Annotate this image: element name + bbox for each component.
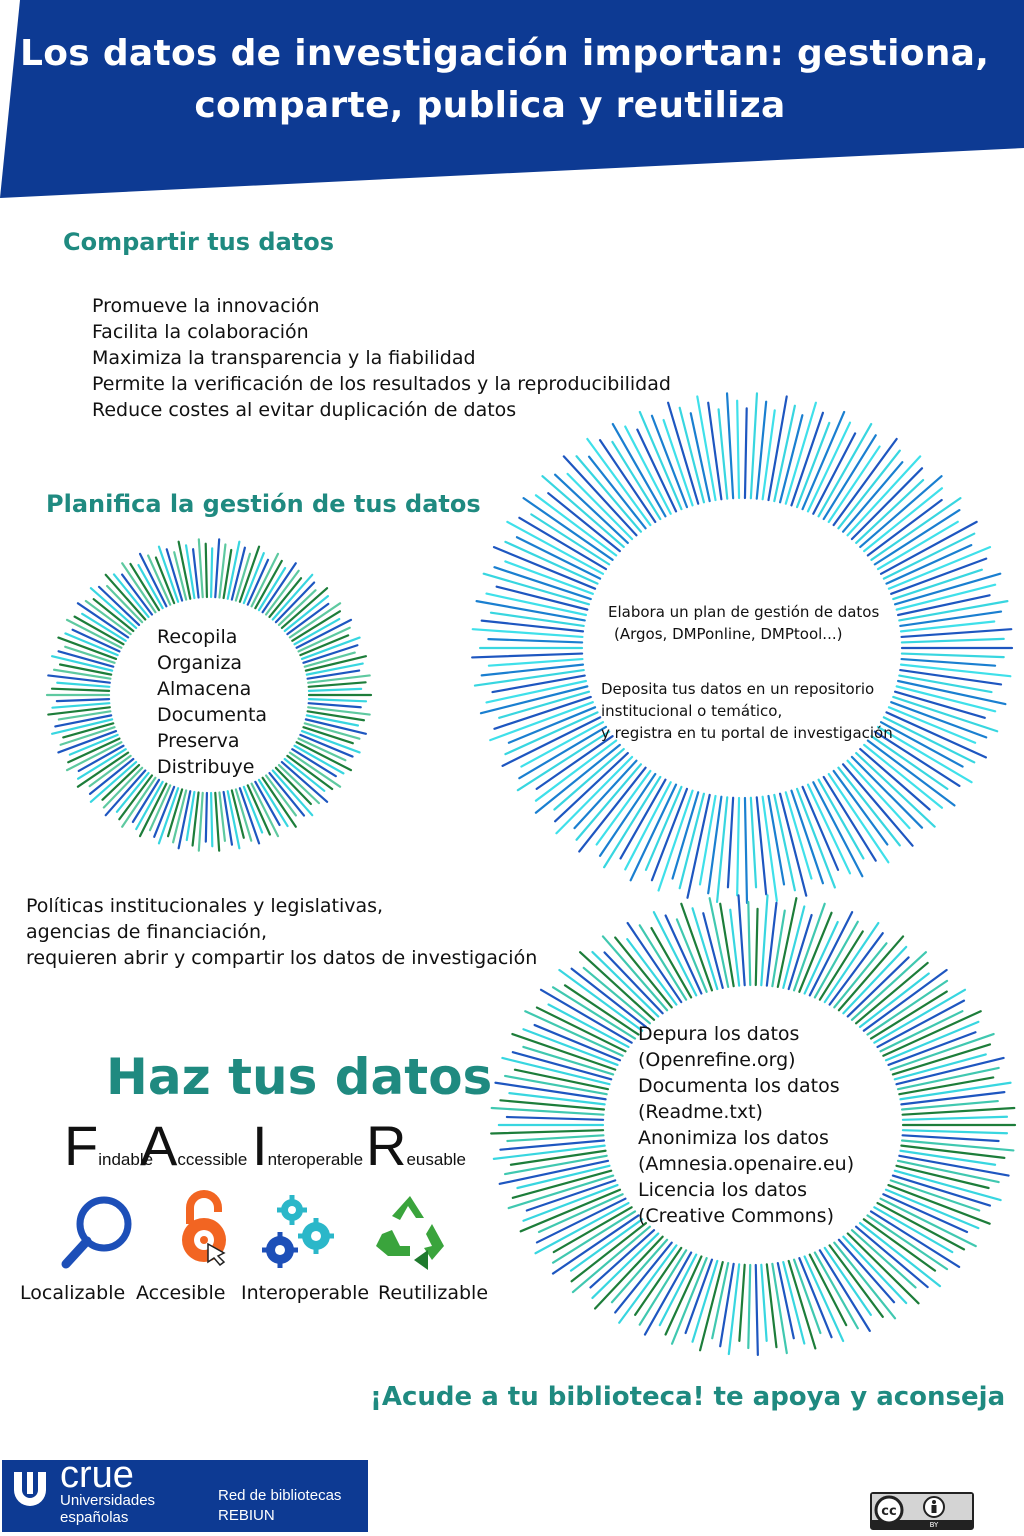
title-line-1: Los datos de investigación importan: gestiona, <box>20 33 990 74</box>
ring-stroke <box>895 1171 1001 1200</box>
crue-subtitle <box>60 1492 155 1526</box>
recycle-icon <box>370 1190 450 1270</box>
ring-stroke <box>140 554 166 606</box>
crue-logo-block <box>2 1454 368 1532</box>
ring-stroke <box>893 1044 990 1074</box>
fair-letter: I <box>252 1114 268 1177</box>
deposit-line: y registra en tu portal de investigación <box>601 724 893 742</box>
ring-stroke <box>745 798 747 903</box>
ring-stroke <box>52 689 109 691</box>
svg-text:cc: cc <box>881 1504 897 1519</box>
list-item: Promueve la innovación <box>92 295 320 317</box>
ring-stroke <box>494 567 590 599</box>
ring-stroke <box>751 798 756 888</box>
dmp-tools-line: (Argos, DMPonline, DMPtool...) <box>614 625 843 643</box>
lifecycle-steps <box>157 624 267 780</box>
step-label: Organiza <box>157 652 243 674</box>
list-item: Facilita la colaboración <box>92 321 309 343</box>
ring-stroke <box>739 1265 744 1341</box>
deposit-line: institucional o temático, <box>601 702 783 720</box>
ring-stroke <box>252 554 278 606</box>
dmp-line: Elabora un plan de gestión de datos <box>608 603 880 621</box>
ring-stroke <box>903 1135 999 1141</box>
fair-word: indable <box>98 1150 154 1169</box>
open-access-icon <box>164 1186 244 1266</box>
ring-stroke <box>52 703 109 707</box>
plan-heading: Planifica la gestión de tus datos <box>46 490 481 518</box>
ring-stroke <box>893 1176 990 1206</box>
ring-stroke <box>206 793 207 842</box>
ring-stroke <box>738 895 744 985</box>
ring-stroke <box>252 784 278 836</box>
ring-stroke <box>737 798 739 895</box>
fair-label-reusable: Reutilizable <box>378 1282 489 1304</box>
crue-sub-line: españolas <box>60 1509 129 1526</box>
ring-stroke <box>756 909 758 985</box>
crue-name: crue <box>60 1454 134 1496</box>
ring-stroke <box>761 1265 766 1341</box>
ring-stroke <box>666 916 702 994</box>
ring-stroke <box>494 697 590 729</box>
ring-stroke <box>580 952 654 1020</box>
step-label: Documenta los datos <box>638 1075 840 1097</box>
ring-stroke <box>206 544 207 597</box>
ring-stroke <box>527 1180 615 1210</box>
fair-word: nteroperable <box>267 1150 364 1169</box>
ring-stroke <box>672 1258 707 1344</box>
step-label: Documenta <box>157 704 268 726</box>
ring-stroke <box>895 574 1000 605</box>
page-title <box>20 28 990 132</box>
rebiun-line: Red de bibliotecas <box>218 1487 342 1504</box>
ring-stroke <box>902 1140 1013 1150</box>
ring-stroke <box>211 548 212 597</box>
ring-stroke <box>136 782 162 829</box>
ring-stroke <box>57 699 109 701</box>
ring-stroke <box>309 682 366 686</box>
ring-stroke <box>603 936 667 1010</box>
fair-label-accessible: Accesible <box>136 1282 226 1304</box>
ring-stroke <box>727 393 733 498</box>
policy-text <box>26 893 537 971</box>
list-item: Maximiza la transparencia y la fiabilidad <box>92 347 476 369</box>
ring-stroke <box>505 561 592 593</box>
ring-stroke <box>737 401 739 498</box>
fair-accessible <box>140 1114 248 1177</box>
ring-stroke <box>211 793 212 846</box>
step-tool: (Readme.txt) <box>638 1101 763 1123</box>
ring-stroke <box>902 639 1004 643</box>
crue-logo-icon <box>10 1468 50 1508</box>
rebiun-line: REBIUN <box>218 1507 275 1524</box>
rebiun-text <box>218 1486 341 1526</box>
ring-stroke <box>309 703 361 707</box>
ring-stroke <box>900 612 1001 626</box>
ring-stroke <box>799 1258 831 1337</box>
fair-letter: A <box>140 1114 178 1177</box>
crue-sub-line: Universidades <box>60 1492 156 1509</box>
ring-stroke <box>728 798 733 888</box>
ring-stroke <box>903 1130 1007 1133</box>
list-item: Permite la verificación de los resultados y la reproducibilidad <box>92 373 671 395</box>
policy-line: agencias de financiación, <box>26 921 268 943</box>
cc-by-graphic <box>872 1494 972 1528</box>
magnifier-icon <box>58 1192 138 1272</box>
ring-stroke <box>491 1130 603 1133</box>
cycle-ring-large-top <box>468 388 1016 908</box>
ring-stroke <box>902 654 1004 658</box>
ring-stroke <box>748 902 750 985</box>
fair-label-findable: Localizable <box>20 1282 126 1304</box>
fair-word: eusable <box>406 1150 467 1169</box>
ring-stroke <box>646 787 681 870</box>
fair-letter: F <box>64 1114 99 1177</box>
step-tool: (Openrefine.org) <box>638 1049 796 1071</box>
ring-stroke <box>805 922 838 994</box>
gears-icon <box>260 1192 340 1272</box>
ring-stroke <box>751 393 757 498</box>
step-tool: (Amnesia.openaire.eu) <box>638 1153 855 1175</box>
ring-stroke <box>309 699 366 701</box>
fair-reusable <box>366 1114 467 1177</box>
ring-stroke <box>768 796 784 884</box>
ring-stroke <box>889 707 975 742</box>
fair-letter: R <box>366 1114 407 1177</box>
step-label: Licencia los datos <box>638 1179 807 1201</box>
ring-stroke <box>595 1237 662 1309</box>
ring-stroke <box>309 689 361 691</box>
ring-stroke <box>199 793 203 851</box>
ring-stroke <box>799 913 831 992</box>
step-label: Recopila <box>157 626 238 648</box>
deposit-text <box>601 678 893 744</box>
library-cta: ¡Acude a tu biblioteca! te apoya y aconseja <box>370 1382 1006 1412</box>
step-label: Anonimiza los datos <box>638 1127 829 1149</box>
ring-stroke <box>472 654 582 658</box>
fair-word: ccessible <box>177 1150 248 1169</box>
title-line-2: comparte, publica y reutiliza <box>194 85 786 126</box>
ring-stroke <box>803 787 838 870</box>
ring-stroke <box>761 895 767 985</box>
ring-stroke <box>652 789 687 880</box>
policy-line: requieren abrir y compartir los datos de investigación <box>26 947 538 969</box>
ring-stroke <box>199 539 203 597</box>
ring-stroke <box>748 1265 750 1348</box>
ring-stroke <box>57 683 109 687</box>
ring-stroke <box>852 952 926 1020</box>
list-item: Reduce costes al evitar duplicación de datos <box>92 399 517 421</box>
ring-stroke <box>659 791 693 891</box>
policy-line: Políticas institucionales y legislativas, <box>26 895 384 917</box>
ring-stroke <box>902 659 996 666</box>
fair-label-interoperable: Interoperable <box>241 1282 370 1304</box>
ring-stroke <box>215 793 219 851</box>
fair-acronym <box>64 1114 474 1178</box>
step-label: Depura los datos <box>638 1023 800 1045</box>
ring-stroke <box>489 659 583 666</box>
ring-stroke <box>507 1135 603 1141</box>
share-heading: Compartir tus datos <box>63 228 335 256</box>
step-label: Preserva <box>157 730 240 752</box>
ring-stroke <box>891 1180 979 1210</box>
ring-stroke <box>509 707 595 742</box>
ring-stroke <box>140 784 166 836</box>
ring-stroke <box>893 697 997 731</box>
ring-stroke <box>215 539 219 597</box>
ring-stroke <box>700 796 716 884</box>
step-label: Distribuye <box>157 756 255 778</box>
ring-stroke <box>900 670 1001 684</box>
ring-stroke <box>652 416 687 507</box>
dmp-text <box>608 601 879 645</box>
ring-stroke <box>507 1117 603 1120</box>
ring-stroke <box>856 753 934 827</box>
fair-interoperable <box>252 1114 364 1177</box>
step-tool: (Creative Commons) <box>638 1205 834 1227</box>
ring-stroke <box>255 561 281 608</box>
ring-stroke <box>484 574 589 605</box>
cc-by-icon[interactable] <box>870 1492 974 1530</box>
data-prep-steps <box>638 1021 854 1229</box>
step-label: Almacena <box>157 678 252 700</box>
ring-stroke <box>488 639 582 642</box>
deposit-line: Deposita tus datos en un repositorio <box>601 680 875 698</box>
ring-stroke <box>745 408 747 498</box>
cc-by-label: BY <box>929 1521 939 1528</box>
ring-stroke <box>903 1117 1007 1120</box>
fair-heading: Haz tus datos <box>106 1048 493 1106</box>
ring-stroke <box>756 1265 758 1355</box>
